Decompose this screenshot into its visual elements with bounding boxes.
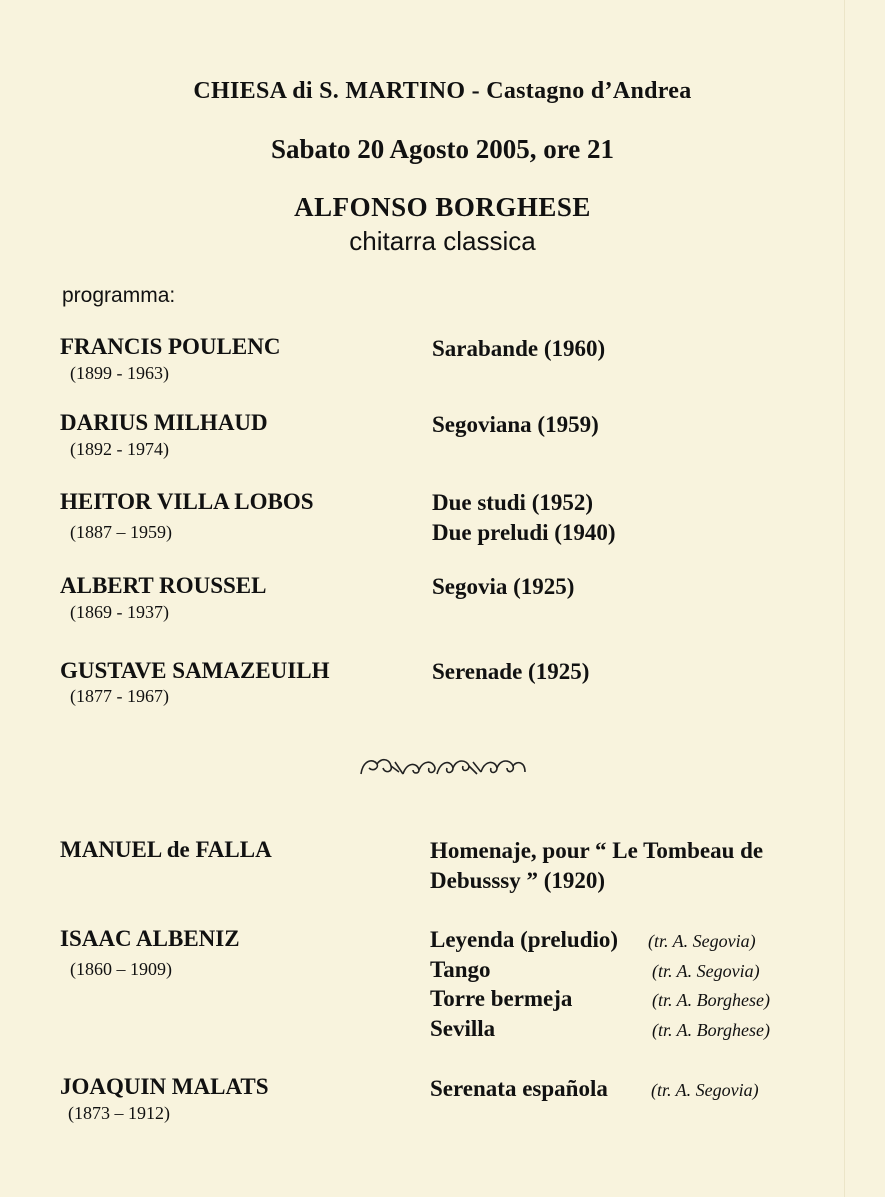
composer-villa-lobos: HEITOR VILLA LOBOS bbox=[60, 489, 314, 514]
composer-malats: JOAQUIN MALATS bbox=[60, 1074, 269, 1099]
work-malats: Serenata española bbox=[430, 1076, 608, 1101]
work-albeniz-sevilla: Sevilla bbox=[430, 1016, 496, 1041]
program-label: programma: bbox=[62, 284, 176, 307]
work-falla-line1: Homenaje, pour “ Le Tombeau de bbox=[430, 838, 764, 863]
dates-albeniz: (1860 – 1909) bbox=[70, 959, 172, 979]
dates-samazeuilh: (1877 - 1967) bbox=[70, 686, 169, 706]
dates-malats: (1873 – 1912) bbox=[68, 1103, 170, 1123]
ornament-divider bbox=[0, 752, 885, 785]
page-edge-line bbox=[844, 0, 845, 1197]
composer-milhaud: DARIUS MILHAUD bbox=[60, 410, 268, 435]
work-villa-lobos-2: Due preludi (1940) bbox=[432, 520, 616, 545]
work-falla-line2: Debusssy ” (1920) bbox=[430, 868, 606, 893]
work-villa-lobos-1: Due studi (1952) bbox=[432, 490, 594, 515]
composer-roussel: ALBERT ROUSSEL bbox=[60, 573, 267, 598]
work-poulenc: Sarabande (1960) bbox=[432, 336, 606, 361]
work-albeniz-torre-bermeja: Torre bermeja bbox=[430, 986, 573, 1011]
performer-name: ALFONSO BORGHESE bbox=[294, 192, 591, 222]
work-albeniz-leyenda: Leyenda (preludio) bbox=[430, 927, 619, 952]
composer-falla: MANUEL de FALLA bbox=[60, 837, 272, 862]
composer-albeniz: ISAAC ALBENIZ bbox=[60, 926, 240, 951]
arr-albeniz-sevilla: (tr. A. Borghese) bbox=[652, 1020, 770, 1040]
dates-milhaud: (1892 - 1974) bbox=[70, 439, 169, 459]
arr-albeniz-torre-bermeja: (tr. A. Borghese) bbox=[652, 990, 770, 1010]
venue-title: CHIESA di S. MARTINO - Castagno d’Andrea bbox=[193, 78, 692, 104]
ornament-divider-icon bbox=[357, 752, 529, 780]
composer-samazeuilh: GUSTAVE SAMAZEUILH bbox=[60, 658, 330, 683]
arr-albeniz-leyenda: (tr. A. Segovia) bbox=[648, 931, 756, 951]
work-samazeuilh: Serenade (1925) bbox=[432, 659, 590, 684]
instrument: chitarra classica bbox=[349, 226, 536, 256]
dates-villa-lobos: (1887 – 1959) bbox=[70, 522, 172, 542]
dates-roussel: (1869 - 1937) bbox=[70, 602, 169, 622]
arr-malats: (tr. A. Segovia) bbox=[651, 1080, 759, 1100]
work-roussel: Segovia (1925) bbox=[432, 574, 575, 599]
composer-poulenc: FRANCIS POULENC bbox=[60, 334, 281, 359]
arr-albeniz-tango: (tr. A. Segovia) bbox=[652, 961, 760, 981]
work-albeniz-tango: Tango bbox=[430, 957, 491, 982]
concert-date: Sabato 20 Agosto 2005, ore 21 bbox=[270, 134, 614, 164]
work-milhaud: Segoviana (1959) bbox=[432, 412, 599, 437]
dates-poulenc: (1899 - 1963) bbox=[70, 363, 169, 383]
